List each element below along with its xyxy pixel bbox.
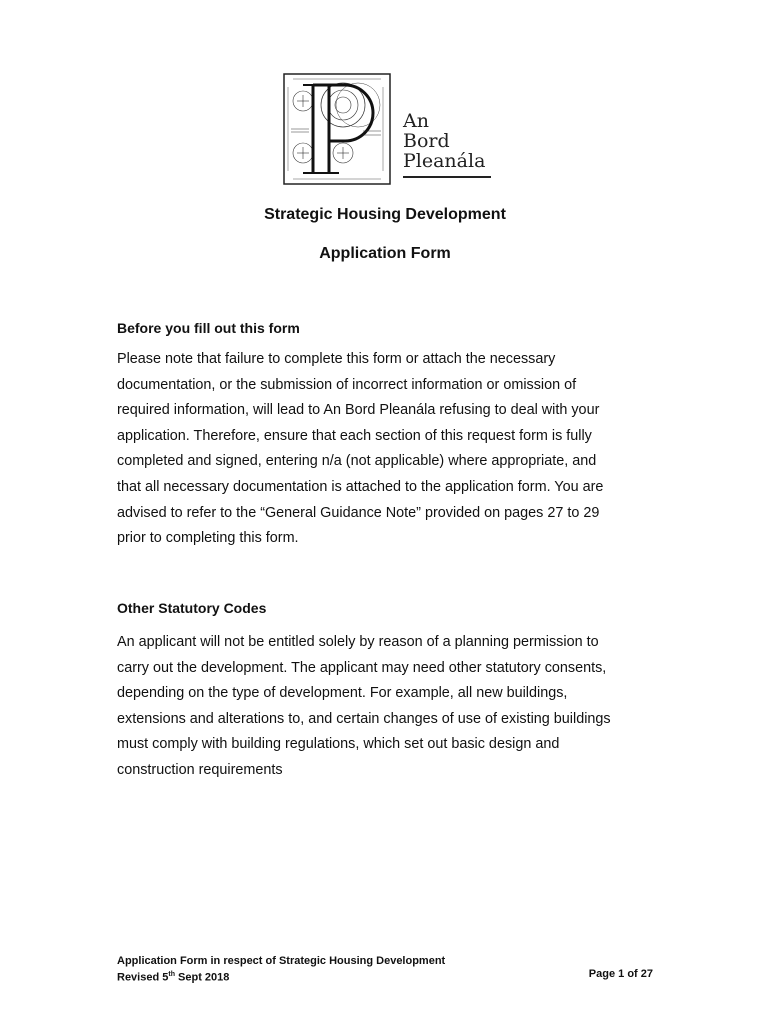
paragraph-line: that all necessary documentation is attached to the application form. You are: [117, 478, 604, 495]
paragraph-line: An applicant will not be entitled solely by reason of a planning permission to: [117, 634, 599, 650]
section-heading-other-statutory-codes: Other Statutory Codes: [117, 600, 267, 616]
revision-prefix: Revised 5: [117, 971, 169, 984]
paragraph-line: application. Therefore, ensure that each section of this request form is fully: [117, 427, 592, 444]
footer-revision-date: [117, 968, 445, 985]
section-paragraph-before-you-fill: [117, 347, 657, 552]
document-title: Strategic Housing Development: [264, 206, 506, 223]
paragraph-line: required information, will lead to An Bord Pleanála refusing to deal with your: [117, 402, 600, 419]
section-heading-before-you-fill: Before you fill out this form: [117, 320, 300, 336]
document-subtitle: Application Form: [319, 245, 451, 262]
section-paragraph-other-statutory-codes: [117, 630, 657, 784]
logo-wordmark: [403, 111, 485, 171]
paragraph-line: advised to refer to the “General Guidance Note” provided on pages 27 to 29: [117, 504, 600, 521]
revision-ordinal: th: [168, 971, 175, 978]
footer-page-number: Page 1 of 27: [588, 968, 653, 980]
paragraph-line: prior to completing this form.: [117, 530, 299, 547]
paragraph-line: carry out the development. The applicant may need other statutory consents,: [117, 659, 607, 676]
footer-document-info: [117, 955, 445, 985]
footer-form-description: Application Form in respect of Strategic Housing Development: [117, 955, 446, 967]
revision-suffix: Sept 2018: [174, 971, 230, 984]
paragraph-line: extensions and alterations to, and certain changes of use of existing buildings: [117, 710, 611, 727]
paragraph-line: construction requirements: [117, 761, 283, 778]
an-bord-pleanala-logo: [283, 73, 493, 185]
paragraph-line: documentation, or the submission of incorrect information or omission of: [117, 376, 577, 393]
logo-line-bord: Bord: [403, 130, 450, 152]
paragraph-line: must comply with building regulations, which set out basic design and: [117, 736, 560, 753]
paragraph-line: Please note that failure to complete this form or attach the necessary: [117, 351, 556, 367]
logo-line-an: An: [403, 110, 429, 132]
paragraph-line: depending on the type of development. For example, all new buildings,: [117, 685, 568, 702]
logo-p-monogram: [283, 73, 391, 185]
paragraph-line: completed and signed, entering n/a (not applicable) where appropriate, and: [117, 453, 597, 470]
logo-underline: [403, 176, 491, 178]
logo-line-pleanala: Pleanála: [403, 150, 486, 172]
